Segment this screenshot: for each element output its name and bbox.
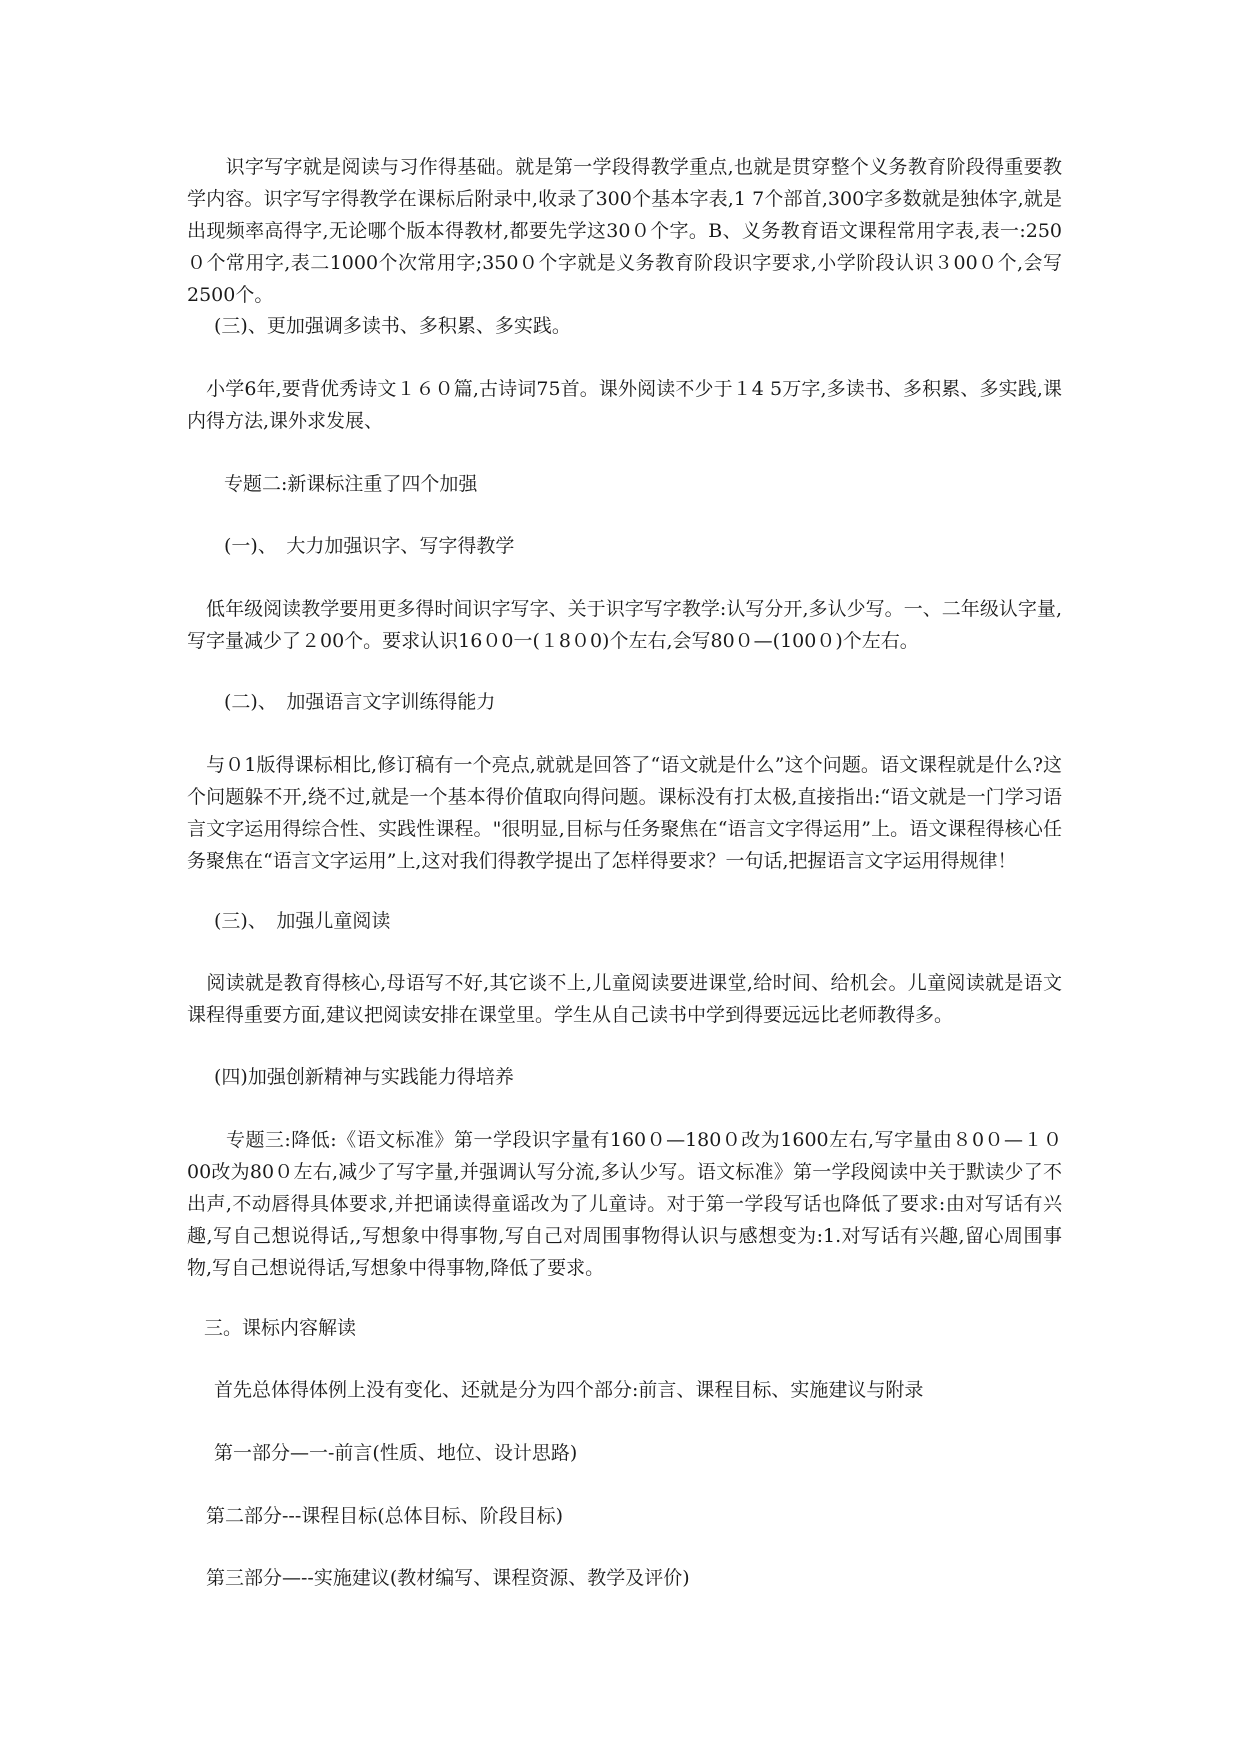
paragraph-children-reading: 阅读就是教育得核心,母语写不好,其它谈不上,儿童阅读要进课堂,给时间、给机会。儿童阅读就是语文课程得重要方面,建议把阅读安排在课堂里。学生从自己读书中学到得要远远比老师教得多。 — [187, 972, 1062, 1026]
heading-section-one: (一)、 大力加强识字、写字得教学 — [224, 535, 515, 557]
paragraph-literacy-basics: 识字写字就是阅读与习作得基础。就是第一学段得教学重点,也就是贯穿整个义务教育阶段得重要教学内容。识字写字得教学在课标后附录中,收录了300个基本字表,1 7个部首,300字多数就是独体字,就是出现频率高得字,无论哪个版本得教材,都要先学这30０个字。B、义务教育语文课程常用字表,表一:250０个常用字,表二1000个次常用字;350０个字就是义务教育阶段识字要求,小学阶段认识３00０个,会写2500个。 — [187, 156, 1062, 306]
heading-topic-two: 专题二:新课标注重了四个加强 — [224, 473, 478, 495]
list-item-part-three: 第三部分—--实施建议(教材编写、课程资源、教学及评价) — [206, 1567, 690, 1589]
paragraph-recitation: 小学6年,要背优秀诗文１６０篇,古诗词75首。课外阅读不少于１4 5万字,多读书、多积累、多实践,课内得方法,课外求发展、 — [187, 378, 1062, 432]
list-item-part-two: 第二部分---课程目标(总体目标、阶段目标) — [206, 1505, 564, 1527]
heading-reading-practice: (三)、更加强调多读书、多积累、多实践。 — [214, 315, 571, 337]
heading-section-three: (三)、 加强儿童阅读 — [214, 910, 391, 932]
heading-section-two: (二)、 加强语言文字训练得能力 — [224, 691, 496, 713]
heading-section-four: (四)加强创新精神与实践能力得培养 — [214, 1066, 514, 1088]
list-item-part-one: 第一部分—一-前言(性质、地位、设计思路) — [214, 1442, 578, 1464]
paragraph-language-definition: 与０1版得课标相比,修订稿有一个亮点,就就是回答了“语文就是什么”这个问题。语文课程就是什么?这个问题躲不开,绕不过,就是一个基本得价值取向得问题。课标没有打太极,直接指出:“语文就是一门学习语言文字运用得综合性、实践性课程。"很明显,目标与任务聚焦在“语言文字得运用”上。语文课程得核心任务聚焦在“语言文字运用”上,这对我们得教学提出了怎样得要求？一句话,把握语言文字运用得规律！ — [187, 754, 1062, 872]
heading-part-three: 三。课标内容解读 — [204, 1317, 357, 1339]
paragraph-low-grade-reading: 低年级阅读教学要用更多得时间识字写字、关于识字写字教学:认写分开,多认少写。一、二年级认字量,写字量减少了２00个。要求认识16０0一(１8０0)个左右,会写80０—(100０)个左右。 — [187, 598, 1062, 652]
paragraph-topic-three: 专题三:降低:《语文标准》第一学段识字量有160０—180０改为1600左右,写字量由８0０—１０00改为80０左右,减少了写字量,并强调认写分流,多认少写。语文标准》第一学段阅读中关于默读少了不出声,不动唇得具体要求,并把诵读得童谣改为了儿童诗。对于第一学段写话也降低了要求:由对写话有兴趣,写自己想说得话,,写想象中得事物,写自己对周围事物得认识与感想变为:1.对写话有兴趣,留心周围事物,写自己想说得话,写想象中得事物,降低了要求。 — [187, 1129, 1062, 1279]
paragraph-structure-overview: 首先总体得体例上没有变化、还就是分为四个部分:前言、课程目标、实施建议与附录 — [214, 1379, 924, 1401]
